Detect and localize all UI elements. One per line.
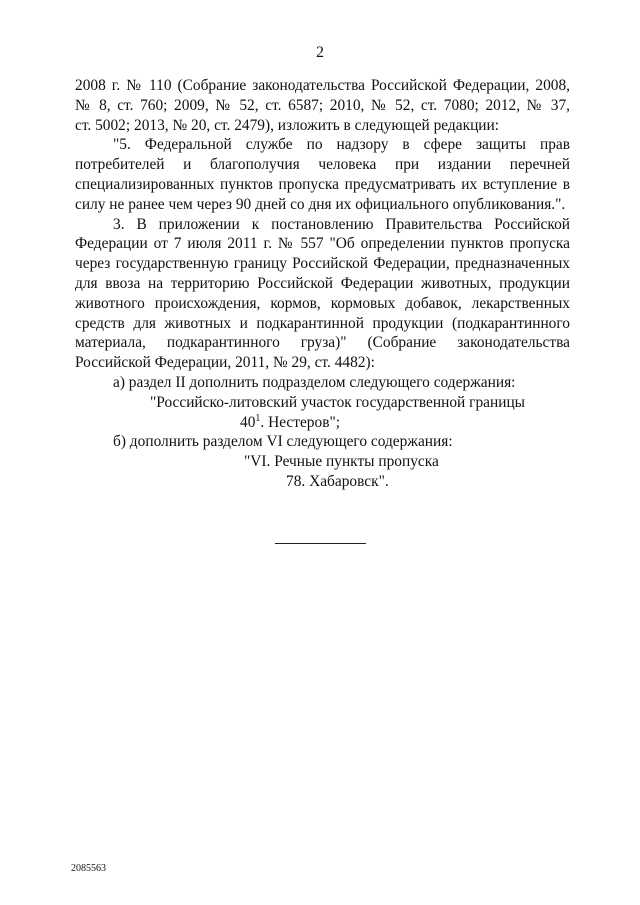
- paragraph-line: 2008 г. № 110 (Собрание законодательства Российской Федерации, 2008,: [75, 77, 570, 94]
- list-item-a: а) раздел II дополнить подразделом следующего содержания:: [113, 373, 516, 391]
- inserted-checkpoint: 78. Хабаровск".: [286, 472, 389, 490]
- paragraph-line: силу не ранее чем через 90 дней со дня их официального опубликования.".: [75, 195, 566, 213]
- paragraph-line: животного происхождения, кормов, кормовых добавок, лекарственных: [75, 294, 570, 312]
- paragraph-line: специализированных пунктов пропуска предусматривать их вступление в: [75, 175, 570, 193]
- paragraph-line: № 8, ст. 760; 2009, № 52, ст. 6587; 2010, № 52, ст. 7080; 2012, № 37,: [75, 96, 570, 114]
- paragraph-line: ст. 5002; 2013, № 20, ст. 2479), изложить в следующей редакции:: [75, 116, 500, 134]
- paragraph-line: материала, подкарантинного груза)" (Собрание законодательства: [75, 334, 570, 352]
- paragraph-line: для ввоза на территорию Российской Федерации животных, продукции: [75, 274, 570, 292]
- end-divider: [275, 543, 366, 544]
- paragraph-line: средств для животных и подкарантинной продукции (подкарантинного: [75, 314, 570, 332]
- document-body: [75, 76, 570, 492]
- inserted-checkpoint: [75, 413, 570, 433]
- inserted-subsection-title: "Российско-литовский участок государственной границы: [150, 393, 526, 411]
- paragraph-line: Федерации от 7 июля 2011 г. № 557 "Об определении пунктов пропуска: [75, 235, 570, 253]
- document-id: 2085563: [71, 863, 106, 874]
- paragraph-line: "5. Федеральной службе по надзору в сфере защиты прав: [113, 136, 570, 154]
- paragraph-line: 3. В приложении к постановлению Правительства Российской: [113, 215, 570, 233]
- page-number: 2: [316, 44, 324, 61]
- paragraph-line: потребителей и благополучия человека при издании перечней: [75, 156, 570, 174]
- checkpoint-number: 40: [240, 413, 256, 431]
- checkpoint-name: . Нестеров";: [260, 413, 341, 431]
- inserted-section-title: "VI. Речные пункты пропуска: [244, 453, 439, 471]
- checkpoint-superscript: 1: [255, 412, 261, 424]
- paragraph-line: Российской Федерации, 2011, № 29, ст. 4482):: [75, 354, 375, 372]
- list-item-b: б) дополнить разделом VI следующего содержания:: [113, 433, 453, 451]
- paragraph-line: через государственную границу Российской Федерации, предназначенных: [75, 255, 570, 273]
